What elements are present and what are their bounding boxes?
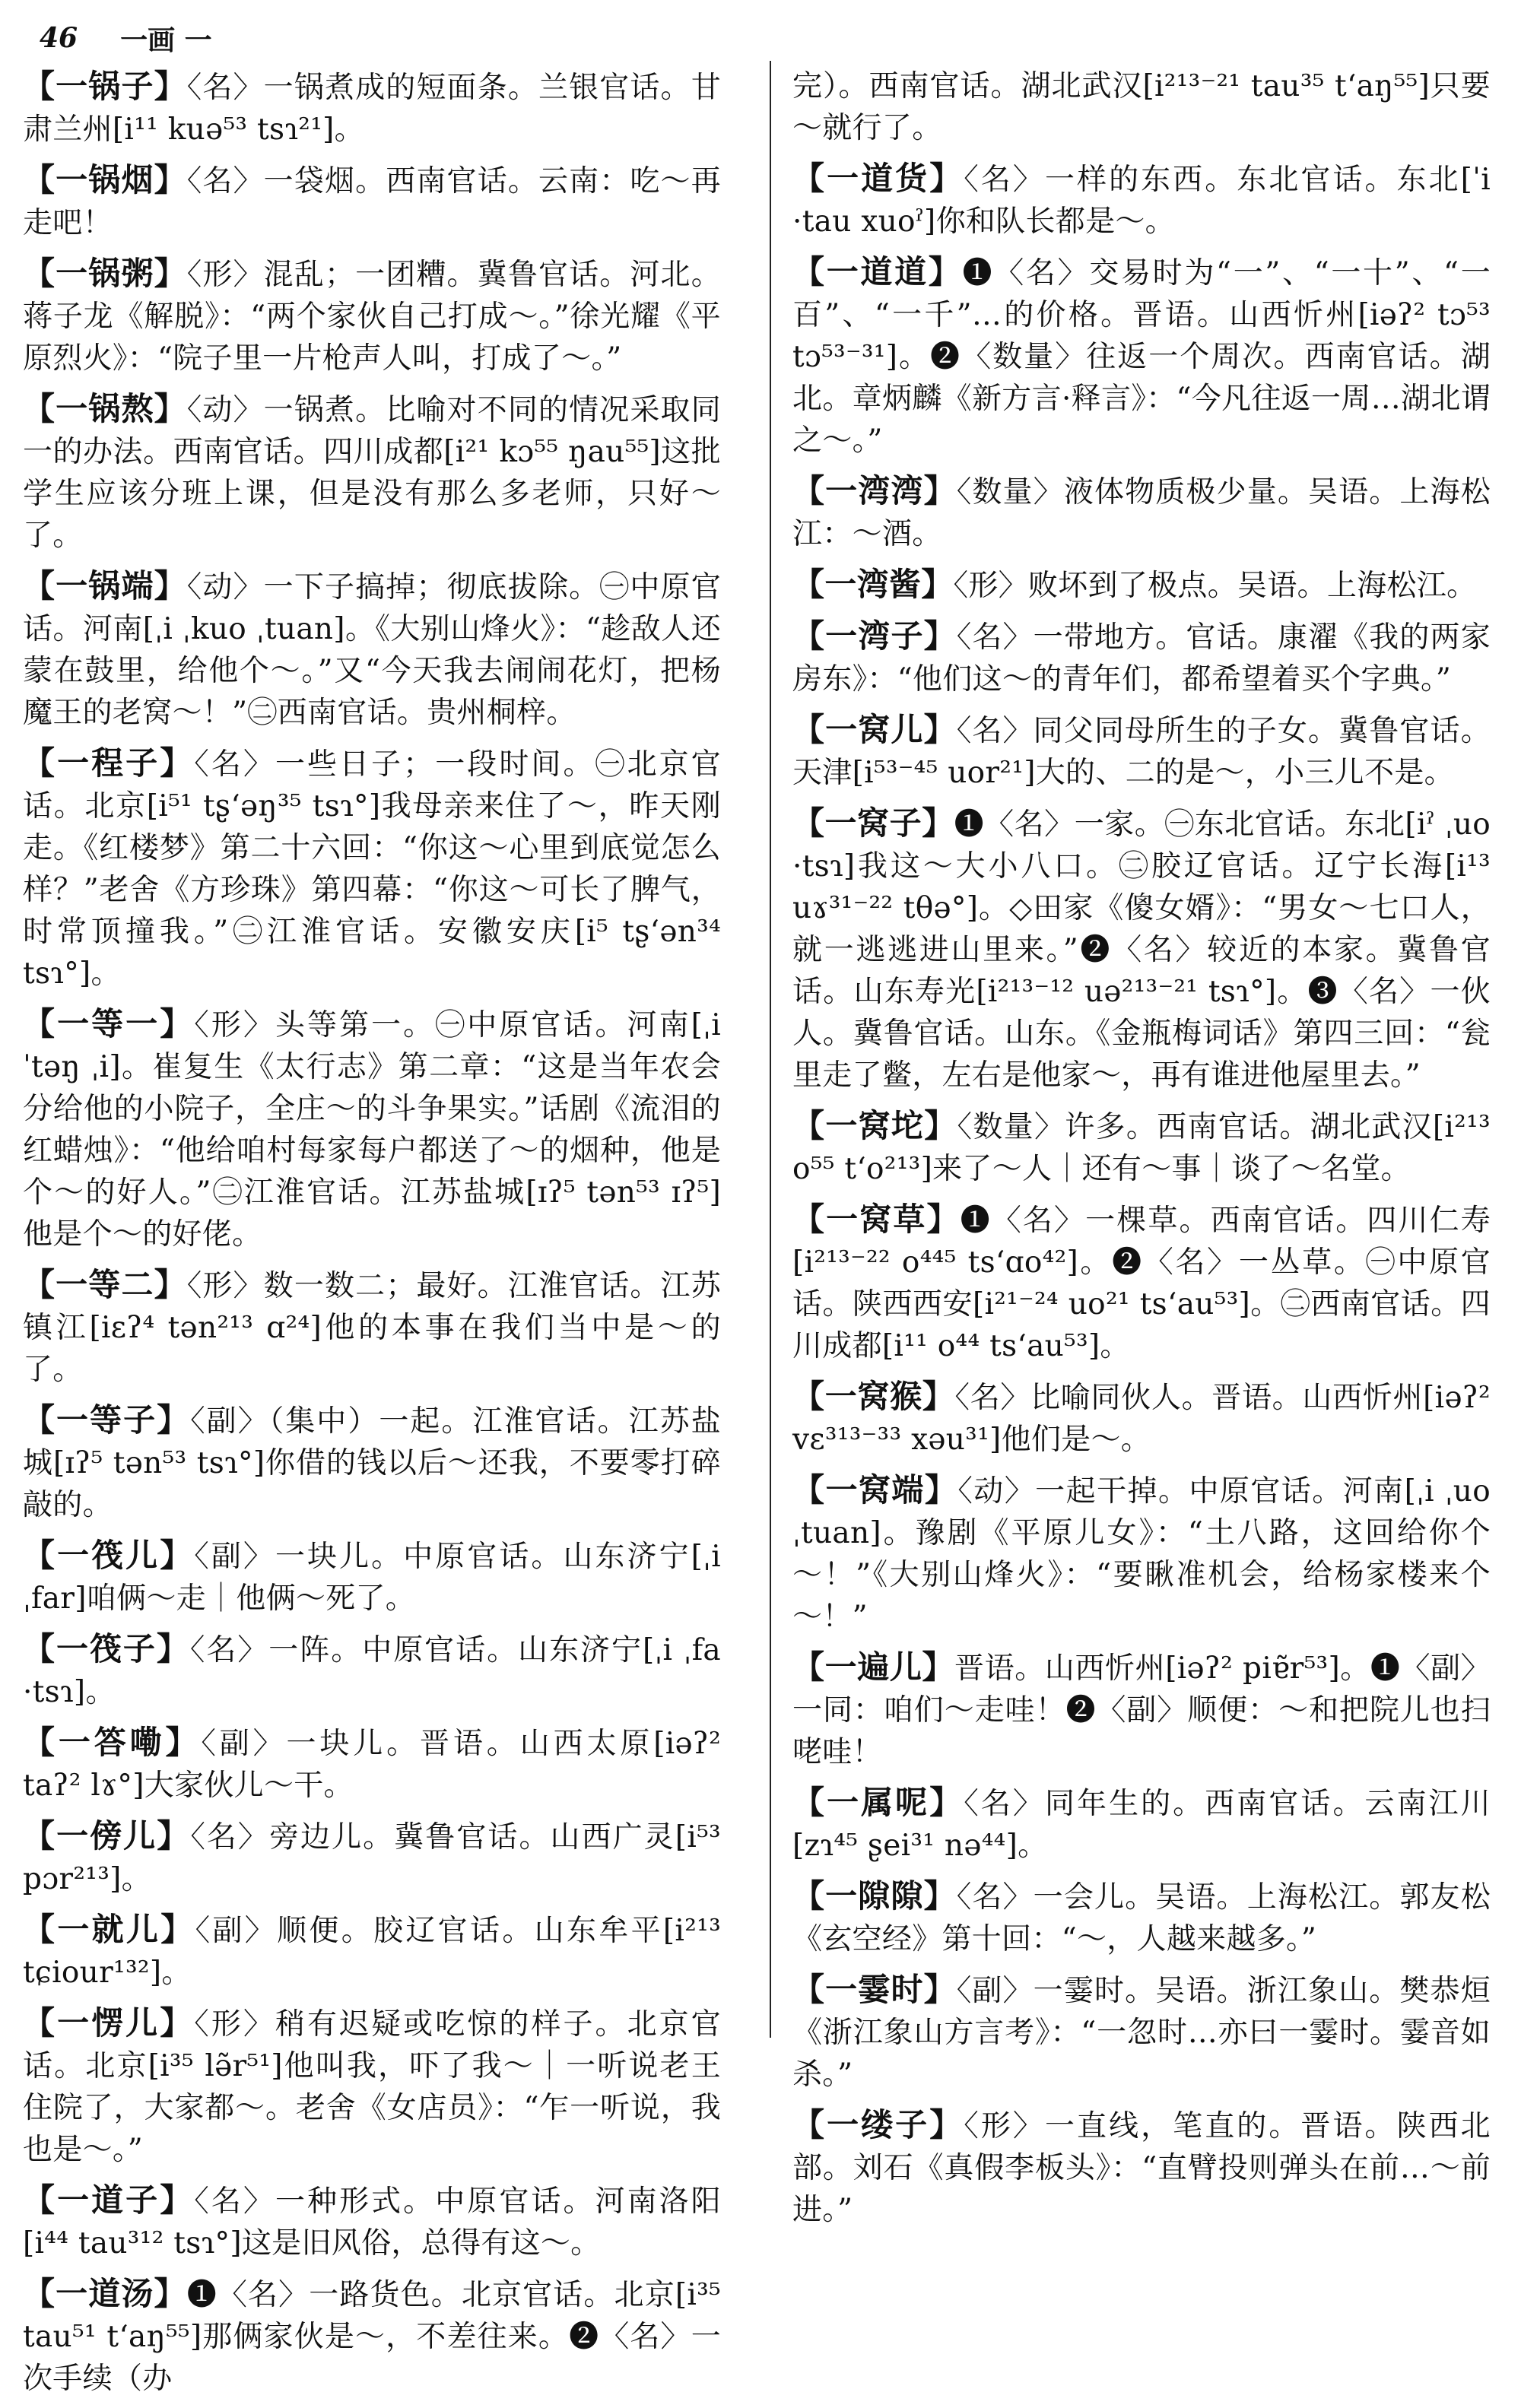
entry-definition: 〈形〉一直线，笔直的。晋语。陕西北部。刘石《真假李板头》：“直臂投则弹头在前…～前进。” <box>792 2109 1491 2227</box>
entry-headword: 【一愣儿】 <box>23 2004 195 2042</box>
entry-definition: 〈名〉一锅煮成的短面条。兰银官话。甘肃兰州[i¹¹ kuə⁵³ tsɿ²¹]。 <box>23 71 721 147</box>
entry-definition: 〈形〉混乱；一团糟。冀鲁官话。河北。蒋子龙《解脱》：“两个家伙自己打成～。”徐光耀《平原烈火》：“院子里一片枪声人叫，打成了～。” <box>23 258 721 376</box>
entry-headword: 【一锅端】 <box>23 567 187 604</box>
dictionary-entry <box>792 563 1491 607</box>
entry-definition: 晋语。山西忻州[iəʔ² piɐ̃r⁵³]。❶〈副〉一同：咱们～走哇！❷〈副〉顺便：～和把院儿也扫咾哇！ <box>792 1651 1491 1769</box>
entry-definition: 〈形〉稍有迟疑或吃惊的样子。北京官话。北京[i³⁵ lə̃r⁵¹]他叫我，吓了我～｜一听说老王住院了，大家都～。老舍《女店员》：“乍一听说，我也是～。” <box>23 2007 721 2167</box>
dictionary-entry <box>23 252 721 379</box>
entry-definition: 〈名〉一会儿。吴语。上海松江。郭友松《玄空经》第十回：“～，人越来越多。” <box>792 1880 1491 1956</box>
entry-headword: 【一道道】 <box>792 253 963 290</box>
entry-definition: ❶〈名〉交易时为“一”、“一十”、“一百”、“一千”…的价格。晋语。山西忻州[iəʔ² tɔ⁵³ tɔ⁵³⁻³¹]。❷〈数量〉往返一个周次。西南官话。湖北。章炳麟《新方言·释言》：“今凡往返一周…湖北谓之～。” <box>792 256 1491 458</box>
entry-headword: 【一道货】 <box>792 160 964 197</box>
entry-headword: 【一锅子】 <box>23 68 187 105</box>
dictionary-entry <box>23 565 721 734</box>
entry-headword: 【一等一】 <box>23 1005 195 1042</box>
entry-definition: 〈形〉败坏到了极点。吴语。上海松江。 <box>953 569 1477 603</box>
entry-definition: 〈动〉一下子搞掉；彻底拔除。㊀中原官话。河南[ˌi ˌkuo ˌtuan]。《大别山烽火》：“趁敌人还蒙在鼓里，给他个～。”又“今天我去闹闹花灯，把杨魔王的老窝～！”㊁西南官话。贵州桐梓。 <box>23 570 721 730</box>
dictionary-entry <box>23 1534 721 1620</box>
entry-headword: 【一锅烟】 <box>23 161 187 198</box>
entry-headword: 【一窝坨】 <box>792 1107 957 1144</box>
entry-definition: 〈名〉一些日子；一段时间。㊀北京官话。北京[i⁵¹ tʂʻəŋ³⁵ tsɿ°]我母亲来住了～，昨天刚走。《红楼梦》第二十六回：“你这～心里到底觉怎么样？”老舍《方珍珠》第四幕：“你这～可长了脾气，时常顶撞我。”㊁江淮官话。安徽安庆[i⁵ tʂʻən³⁴ tsɿ°]。 <box>23 747 721 991</box>
dictionary-entry <box>23 1399 721 1526</box>
dictionary-entry <box>23 1721 721 1807</box>
dictionary-entry <box>792 1781 1491 1867</box>
entry-headword: 【一程子】 <box>23 744 195 782</box>
dictionary-entry <box>792 1646 1491 1773</box>
dictionary-entry <box>792 1375 1491 1461</box>
dictionary-entry <box>23 1003 721 1255</box>
entry-headword: 【一窝猴】 <box>792 1378 955 1415</box>
left-column <box>23 65 721 2408</box>
dictionary-entry <box>792 802 1491 1096</box>
entry-definition: ❶〈名〉一路货色。北京官话。北京[i³⁵ tau⁵¹ tʻaŋ⁵⁵]那俩家伙是～，不差往来。❷〈名〉一次手续（办 <box>23 2278 721 2396</box>
entry-headword: 【一锅熬】 <box>23 390 187 427</box>
dictionary-entry <box>792 1105 1491 1190</box>
entry-definition: 〈动〉一起干掉。中原官话。河南[ˌi ˌuo ˌtuan]。豫剧《平原儿女》：“土八路，这回给你个～！”《大别山烽火》：“要瞅准机会，给杨家楼来个～！” <box>792 1474 1491 1634</box>
entry-headword: 【一缕子】 <box>792 2106 964 2143</box>
entry-definition: 〈副〉一霎时。吴语。浙江象山。樊恭烜《浙江象山方言考》：“一忽时…亦曰一霎时。霎音如杀。” <box>792 1974 1491 2092</box>
entry-headword: 【一遍儿】 <box>792 1648 955 1686</box>
dictionary-entry <box>792 1198 1491 1367</box>
entry-definition: 〈名〉一袋烟。西南官话。云南：吃～再走吧！ <box>23 164 721 240</box>
entry-definition: ❶〈名〉一家。㊀东北官话。东北[iˀ ˌuo ·tsɿ]我这～大小八口。㊁胶辽官话。辽宁长海[i¹³ uɤ³¹⁻²² tθə°]。◇田家《傻女婿》：“男女～七口人，就一逃逃进山里来。”❷〈名〉较近的本家。冀鲁官话。山东寿光[i²¹³⁻¹² uə²¹³⁻²¹ tsɿ°]。❸〈名〉一伙人。冀鲁官话。山东。《金瓶梅词话》第四三回：“瓮里走了鳖，左右是他家～，再有谁进他屋里去。” <box>792 807 1491 1093</box>
column-divider <box>770 61 771 2038</box>
entry-headword: 【一湾湾】 <box>792 472 957 509</box>
dictionary-entry <box>23 1628 721 1713</box>
dictionary-entry <box>792 1969 1491 2095</box>
entry-headword: 【一道子】 <box>23 2181 195 2219</box>
entry-definition: 〈形〉头等第一。㊀中原官话。河南[ˌi ˈtəŋ ˌi]。崔复生《太行志》第二章：“这是当年农会分给他的小院子，全庄～的斗争果实。”话剧《流泪的红蜡烛》：“他给咱村每家每户都送了～的烟种，他是个～的好人。”㊁江淮官话。江苏盐城[ɪʔ⁵ tən⁵³ ɪʔ⁵]他是个～的好佬。 <box>23 1008 721 1252</box>
entry-headword: 【一锅粥】 <box>23 255 187 292</box>
dictionary-entry <box>792 157 1491 243</box>
section-title: 一画 一 <box>120 24 212 56</box>
dictionary-entry <box>23 1908 721 1994</box>
entry-definition: 〈名〉同父同母所生的子女。冀鲁官话。天津[i⁵³⁻⁴⁵ uor²¹]大的、二的是～，小三儿不是。 <box>792 714 1491 790</box>
dictionary-entry <box>792 470 1491 555</box>
page-number: 46 <box>40 22 78 54</box>
entry-definition: 〈名〉一种形式。中原官话。河南洛阳[i⁴⁴ tau³¹² tsɿ°]这是旧风俗，总得有这～。 <box>23 2184 721 2260</box>
entry-headword: 【一霎时】 <box>792 1971 957 2008</box>
dictionary-entry <box>792 65 1491 149</box>
entry-headword: 【一道汤】 <box>23 2275 187 2312</box>
dictionary-entry <box>23 2179 721 2264</box>
entry-headword: 【一湾酱】 <box>792 566 954 603</box>
dictionary-entry <box>792 709 1491 794</box>
entry-definition: 〈名〉一样的东西。东北官话。东北[ˈi ·tau xuoˀ]你和队长都是～。 <box>792 163 1491 239</box>
entry-headword: 【一答嘞】 <box>23 1724 202 1761</box>
entry-headword: 【一窝草】 <box>792 1201 961 1238</box>
dictionary-entry <box>23 65 721 151</box>
entry-headword: 【一隙隙】 <box>792 1877 957 1915</box>
dictionary-entry <box>23 1815 721 1900</box>
entry-definition: 完）。西南官话。湖北武汉[i²¹³⁻²¹ tau³⁵ tʻaŋ⁵⁵]只要～就行了。 <box>792 69 1491 145</box>
entry-headword: 【一等子】 <box>23 1401 191 1439</box>
page-header <box>40 20 212 56</box>
dictionary-entry <box>792 2104 1491 2231</box>
entry-headword: 【一就儿】 <box>23 1911 195 1948</box>
dictionary-entry <box>23 159 721 244</box>
dictionary-entry <box>23 1264 721 1391</box>
entry-definition: 〈动〉一锅煮。比喻对不同的情况采取同一的办法。西南官话。四川成都[i²¹ kɔ⁵⁵ ŋau⁵⁵]这批学生应该分班上课，但是没有那么多老师，只好～了。 <box>23 393 721 553</box>
entry-definition: 〈副〉一块儿。中原官话。山东济宁[ˌi ˌfar]咱俩～走｜他俩～死了。 <box>23 1540 721 1616</box>
entry-definition: 〈副〉顺便。胶辽官话。山东牟平[i²¹³ tɕiour¹³²]。 <box>23 1914 721 1990</box>
dictionary-entry <box>792 1469 1491 1638</box>
dictionary-entry <box>23 388 721 557</box>
entry-definition: 〈名〉同年生的。西南官话。云南江川[zɿ⁴⁵ ʂei³¹ nə⁴⁴]。 <box>792 1787 1491 1863</box>
entry-headword: 【一筏子】 <box>23 1630 190 1667</box>
entry-definition: 〈名〉一带地方。官话。康濯《我的两家房东》：“他们这～的青年们，都希望着买个字典。” <box>792 620 1491 696</box>
entry-headword: 【一属呢】 <box>792 1784 964 1821</box>
dictionary-entry <box>23 2273 721 2400</box>
dictionary-entry <box>792 615 1491 700</box>
entry-headword: 【一窝子】 <box>792 804 954 842</box>
entry-definition: 〈名〉比喻同伙人。晋语。山西忻州[iəʔ² vɛ³¹³⁻³³ xəu³¹]他们是～。 <box>792 1381 1491 1457</box>
entry-headword: 【一等二】 <box>23 1266 187 1303</box>
right-column <box>792 65 1491 2239</box>
entry-definition: 〈形〉数一数二；最好。江淮官话。江苏镇江[iɛʔ⁴ tən²¹³ ɑ²⁴]他的本事在我们当中是～的了。 <box>23 1269 721 1387</box>
dictionary-entry <box>23 2002 721 2171</box>
entry-headword: 【一傍儿】 <box>23 1817 191 1854</box>
dictionary-entry <box>792 251 1491 462</box>
entry-definition: 〈副〉一块儿。晋语。山西太原[iəʔ² taʔ² lɤ°]大家伙儿～干。 <box>23 1727 722 1803</box>
entry-definition: 〈数量〉许多。西南官话。湖北武汉[i²¹³ o⁵⁵ tʻo²¹³]来了～人｜还有～事｜谈了～名堂。 <box>792 1110 1491 1186</box>
entry-definition: ❶〈名〉一棵草。西南官话。四川仁寿[i²¹³⁻²² o⁴⁴⁵ tsʻɑo⁴²]。❷〈名〉一丛草。㊀中原官话。陕西西安[i²¹⁻²⁴ uo²¹ tsʻau⁵³]。㊁西南官话。四川成都[i¹¹ o⁴⁴ tsʻau⁵³]。 <box>792 1204 1491 1363</box>
dictionary-entry <box>792 1875 1491 1960</box>
entry-definition: 〈名〉旁边儿。冀鲁官话。山西广灵[i⁵³ pɔr²¹³]。 <box>23 1820 721 1896</box>
entry-headword: 【一窝儿】 <box>792 711 957 748</box>
entry-definition: 〈名〉一阵。中原官话。山东济宁[ˌi ˌfa ·tsɿ]。 <box>23 1633 721 1709</box>
entry-headword: 【一湾子】 <box>792 617 957 655</box>
entry-definition: 〈数量〉液体物质极少量。吴语。上海松江：～酒。 <box>792 475 1491 551</box>
entry-definition: 〈副〉（集中）一起。江淮官话。江苏盐城[ɪʔ⁵ tən⁵³ tsɿ°]你借的钱以后～还我，不要零打碎敲的。 <box>23 1404 721 1522</box>
entry-headword: 【一筏儿】 <box>23 1537 195 1574</box>
dictionary-entry <box>23 742 721 995</box>
entry-headword: 【一窝端】 <box>792 1471 958 1509</box>
